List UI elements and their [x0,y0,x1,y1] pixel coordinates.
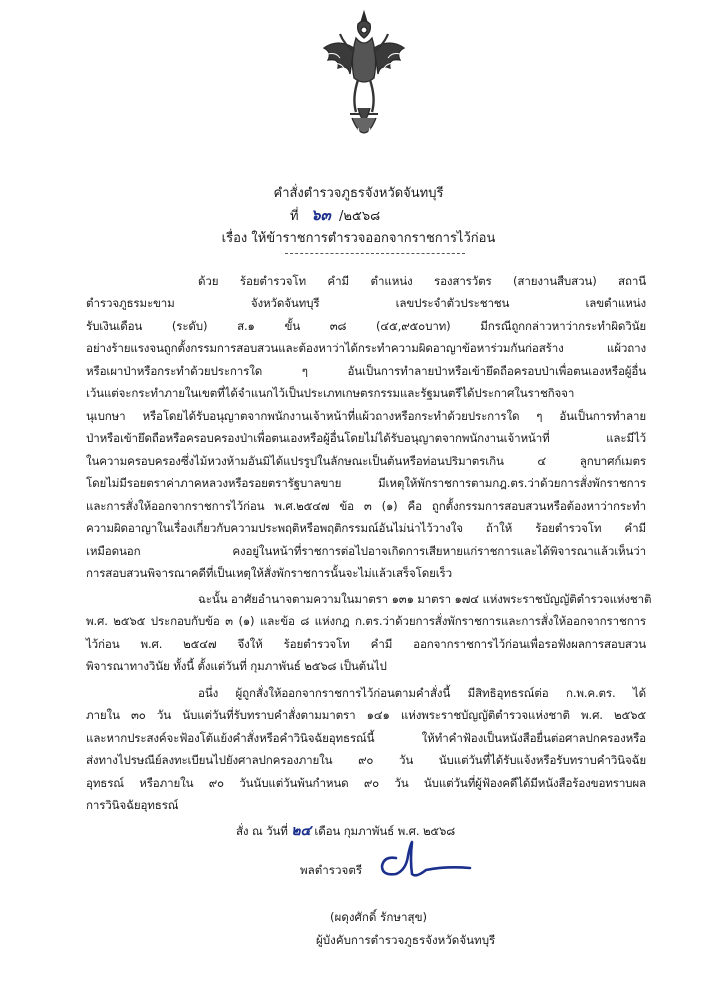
paragraph-1-line: รับเงินเดือน (ระดับ) ส.๑ ขั้น ๓๘ (๔๕,๙๕๐บาท) มีกรณีถูกกล่าวหาว่ากระทำผิดวินัย [86,319,646,333]
order-date-day-handwritten: ๒๔ [291,823,311,839]
paragraph-1-line: อย่างร้ายแรงจนถูกตั้งกรรมการสอบสวนและต้องหาว่าได้กระทำความผิดอาญาข้อหาร่วมกันก่อสร้าง แผ้วถาง [86,341,646,355]
paragraph-1-line: เหมือดนอก คงอยู่ในหน้าที่ราชการต่อไปอาจเกิดการเสียหายแก่ราชการและได้พิจารณาแล้วเห็นว่า [86,544,646,558]
paragraph-1-line: ความผิดอาญาในเรื่องเกี่ยวกับความประพฤติหรือพฤติกรรมณ์อันไม่น่าไว้วางใจ ถ้าให้ ร้อยตำรวจโท คำมี [86,521,646,535]
paragraph-3-line: อุทธรณ์ หรือภายใน ๙๐ วันนับแต่วันพ้นกำหนด ๙๐ วัน นับแต่วันที่ผู้ฟ้องคดีได้มีหนังสือร้องขอทราบผล [86,776,646,790]
order-number-prefix: ที่ [290,209,299,224]
paragraph-2-line: พิจารณาทางวินัย ทั้งนี้ ตั้งแต่วันที่ กุมภาพันธ์ ๒๕๖๘ เป็นต้นไป [86,659,387,673]
handwritten-signature-icon [366,836,476,884]
paragraph-1-line: ป่าหรือเข้ายึดถือหรือครอบครองป่าเพื่อตนเองหรือผู้อื่นโดยไม่ได้รับอนุญาตจากพนักงานเจ้าหน้าที่ และมีไว้ [86,431,646,445]
paragraph-3-line: การวินิจฉัยอุทธรณ์ [86,798,179,812]
order-number-line [290,203,380,227]
paragraph-3-line: ภายใน ๓๐ วัน นับแต่วันที่รับทราบคำสั่งตามมาตรา ๑๔๑ แห่งพระราชบัญญัติตำรวจแห่งชาติ พ.ศ. ๒๕๖๕ [86,708,646,722]
paragraph-1-line: เว้นแต่จะกระทำภายในเขตที่ได้จำแนกไว้เป็นประเภทเกษตรกรรมและรัฐมนตรีได้ประกาศในราชกิจจา [86,386,575,400]
paragraph-1-line: และการสั่งให้ออกจากราชการไว้ก่อน พ.ศ.๒๕๔๗ ข้อ ๓ (๑) คือ ถูกตั้งกรรมการสอบสวนหรือต้องหาว่ากระทำ [86,499,646,513]
signer-rank: พลตำรวจตรี [300,863,363,877]
paragraph-1-line: นุเบกษา หรือโดยได้รับอนุญาตจากพนักงานเจ้าหน้าที่แผ้วถางหรือกระทำด้วยประการใด ๆ อันเป็นการทำลาย [86,409,646,423]
paragraph-1-line: ด้วย ร้อยตำรวจโท คำมี ตำแหน่ง รองสารวัตร (สายงานสืบสวน) สถานี [198,274,646,288]
paragraph-1-line: โดยไม่มีรอยตราค่าภาคหลวงหรือรอยตรารัฐบาลขาย มีเหตุให้พักราชการตามกฎ.ตร.ว่าด้วยการสั่งพักราชการ [86,476,646,490]
order-number-handwritten: ๖๓ [310,206,331,224]
paragraph-3-line: อนึ่ง ผู้ถูกสั่งให้ออกจากราชการไว้ก่อนตามคำสั่งนี้ มีสิทธิอุทธรณ์ต่อ ก.พ.ค.ตร. ได้ [198,686,646,700]
paragraph-2-line: ฉะนั้น อาศัยอำนาจตามความในมาตรา ๑๓๑ มาตรา ๑๗๔ แห่งพระราชบัญญัติตำรวจแห่งชาติ [198,592,652,606]
garuda-emblem-icon [318,8,410,154]
paragraph-2-line: ไว้ก่อน พ.ศ. ๒๕๔๗ จึงให้ ร้อยตำรวจโท คำมี ออกจากราชการไว้ก่อนเพื่อรอฟังผลการสอบสวน [86,637,646,651]
paragraph-3-line: ส่งทางไปรษณีย์ลงทะเบียนไปยังศาลปกครองภายใน ๙๐ วัน นับแต่วันที่ได้รับแจ้งหรือรับทราบคำวินิจฉัย [86,753,646,767]
paragraph-1-line: ตำรวจภูธรมะขาม จังหวัดจันทบุรี เลขประจำตัวประชาชน เลขตำแหน่ง [86,296,646,310]
paragraph-1-line: หรือเผาป่าหรือกระทำด้วยประการใด ๆ อันเป็นการทำลายป่าหรือเข้ายึดถือครอบป่าเพื่อตนเองหรือผู้อื่น [86,364,646,378]
paragraph-1-line: ในความครอบครองซึ่งไม้หวงห้ามอันมิได้แปรรูปในลักษณะเป็นต้นหรือท่อนปริมาตรเกิน ๔ ลูกบาศก์เมตร [86,454,646,468]
order-issuer-title: คำสั่งตำรวจภูธรจังหวัดจันทบุรี [273,186,444,201]
order-number-suffix: /๒๕๖๘ [339,209,381,224]
paragraph-3-line: และหากประสงค์จะฟ้องโต้แย้งคำสั่งหรือคำวินิจฉัยอุทธรณ์นี้ ให้ทำคำฟ้องเป็นหนังสือยื่นต่อศาลปกครองหรือ [86,731,646,745]
header-divider [285,253,465,254]
order-date-prefix: สั่ง ณ วันที่ [236,824,288,838]
order-date-suffix: เดือน กุมภาพันธ์ พ.ศ. ๒๕๖๘ [314,824,456,838]
paragraph-1-line: การสอบสวนพิจารณาคดีที่เป็นเหตุให้สั่งพักราชการนั้นจะไม่แล้วเสร็จโดยเร็ว [86,566,452,580]
signer-title: ผู้บังคับการตำรวจภูธรจังหวัดจันทบุรี [316,933,496,947]
order-subject: เรื่อง ให้ข้าราชการตำรวจออกจากราชการไว้ก่อน [221,231,496,246]
signer-name: (ผดุงศักดิ์ รักษาสุข) [330,910,428,924]
paragraph-2-line: พ.ศ. ๒๕๖๕ ประกอบกับข้อ ๓ (๑) และข้อ ๘ แห่งกฎ ก.ตร.ว่าด้วยการสั่งพักราชการและการสั่งให้ออกจากราชการ [86,614,646,628]
